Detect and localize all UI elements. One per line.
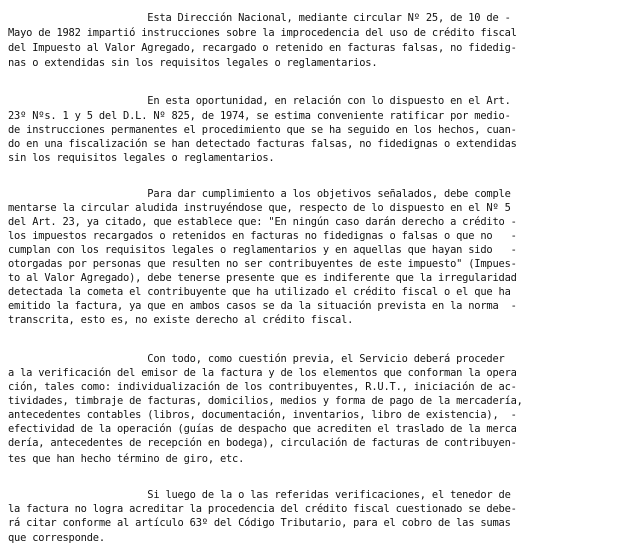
paragraph-1-line-3: del Impuesto al Valor Agregado, recargado o retenido en facturas falsas, no fidedig- xyxy=(8,42,517,54)
paragraph-1-line-2: Mayo de 1982 impartió instrucciones sobre la improcedencia del uso de crédito fiscal xyxy=(8,27,517,39)
paragraph-5-line-2: la factura no logra acreditar la procedencia del crédito fiscal cuestionado se debe- xyxy=(8,503,517,515)
paragraph-3-line-7: to al Valor Agregado), debe tenerse presente que es indiferente que la irregularidad xyxy=(8,272,517,284)
paragraph-3-line-1: Para dar cumplimiento a los objetivos señalados, debe comple xyxy=(8,188,511,200)
paragraph-4-line-6: efectividad de la operación (guías de despacho que acrediten el traslado de la merca xyxy=(8,423,517,435)
paragraph-2-line-1: En esta oportunidad, en relación con lo dispuesto en el Art. xyxy=(8,95,511,107)
paragraph-3-line-10: transcrita, esto es, no existe derecho al crédito fiscal. xyxy=(8,314,354,326)
paragraph-3-line-2: mentarse la circular aludida instruyéndose que, respecto de lo dispuesto en el Nº 5 xyxy=(8,202,511,214)
paragraph-5-line-4: que corresponde. xyxy=(8,532,105,544)
paragraph-3-line-6: otorgadas por personas que resulten no ser contribuyentes de este impuesto" (Impues- xyxy=(8,258,517,270)
paragraph-4-line-7: dería, antecedentes de recepción en bodega), circulación de facturas de contribuyen- xyxy=(8,437,517,449)
paragraph-3-line-9: emitido la factura, ya que en ambos casos se da la situación prevista en la norma - xyxy=(8,300,517,312)
paragraph-2-line-2: 23º Nºs. 1 y 5 del D.L. Nº 825, de 1974, se estima conveniente ratificar por medio- xyxy=(8,110,511,122)
paragraph-4-line-8: tes que han hecho término de giro, etc. xyxy=(8,453,245,465)
paragraph-2-line-3: de instrucciones permanentes el procedimiento que se ha seguido en los hechos, cuan- xyxy=(8,124,517,136)
paragraph-4-line-2: a la verificación del emisor de la factura y de los elementos que conforman la opera xyxy=(8,367,517,379)
paragraph-2-line-5: sin los requisitos legales o reglamentarios. xyxy=(8,152,275,164)
paragraph-3-line-8: detectada la cometa el contribuyente que ha utilizado el crédito fiscal o el que ha xyxy=(8,286,511,298)
paragraph-1-line-4: nas o extendidas sin los requisitos legales o reglamentarios. xyxy=(8,57,378,69)
paragraph-5-line-3: rá citar conforme al artículo 63º del Código Tributario, para el cobro de las sumas xyxy=(8,517,511,529)
paragraph-5-line-1: Si luego de la o las referidas verificaciones, el tenedor de xyxy=(8,489,511,501)
paragraph-3-line-4: los impuestos recargados o retenidos en facturas no fidedignas o falsas o que no - xyxy=(8,230,517,242)
paragraph-4-line-1: Con todo, como cuestión previa, el Servicio deberá proceder xyxy=(8,353,505,365)
paragraph-3-line-5: cumplan con los requisitos legales o reglamentarios y en aquellas que hayan sido - xyxy=(8,244,517,256)
paragraph-4-line-3: ción, tales como: individualización de los contribuyentes, R.U.T., iniciación de ac- xyxy=(8,381,517,393)
paragraph-4-line-5: antecedentes contables (libros, documentación, inventarios, libro de existencia), - xyxy=(8,409,517,421)
paragraph-2-line-4: do en una fiscalización se han detectado facturas falsas, no fidedignas o extendidas xyxy=(8,138,517,150)
paragraph-1-line-1: Esta Dirección Nacional, mediante circular Nº 25, de 10 de - xyxy=(8,12,511,24)
paragraph-3-line-3: del Art. 23, ya citado, que establece que: "En ningún caso darán derecho a crédito - xyxy=(8,216,517,228)
paragraph-4-line-4: tividades, timbraje de facturas, domicilios, medios y forma de pago de la mercadería, xyxy=(8,395,523,407)
